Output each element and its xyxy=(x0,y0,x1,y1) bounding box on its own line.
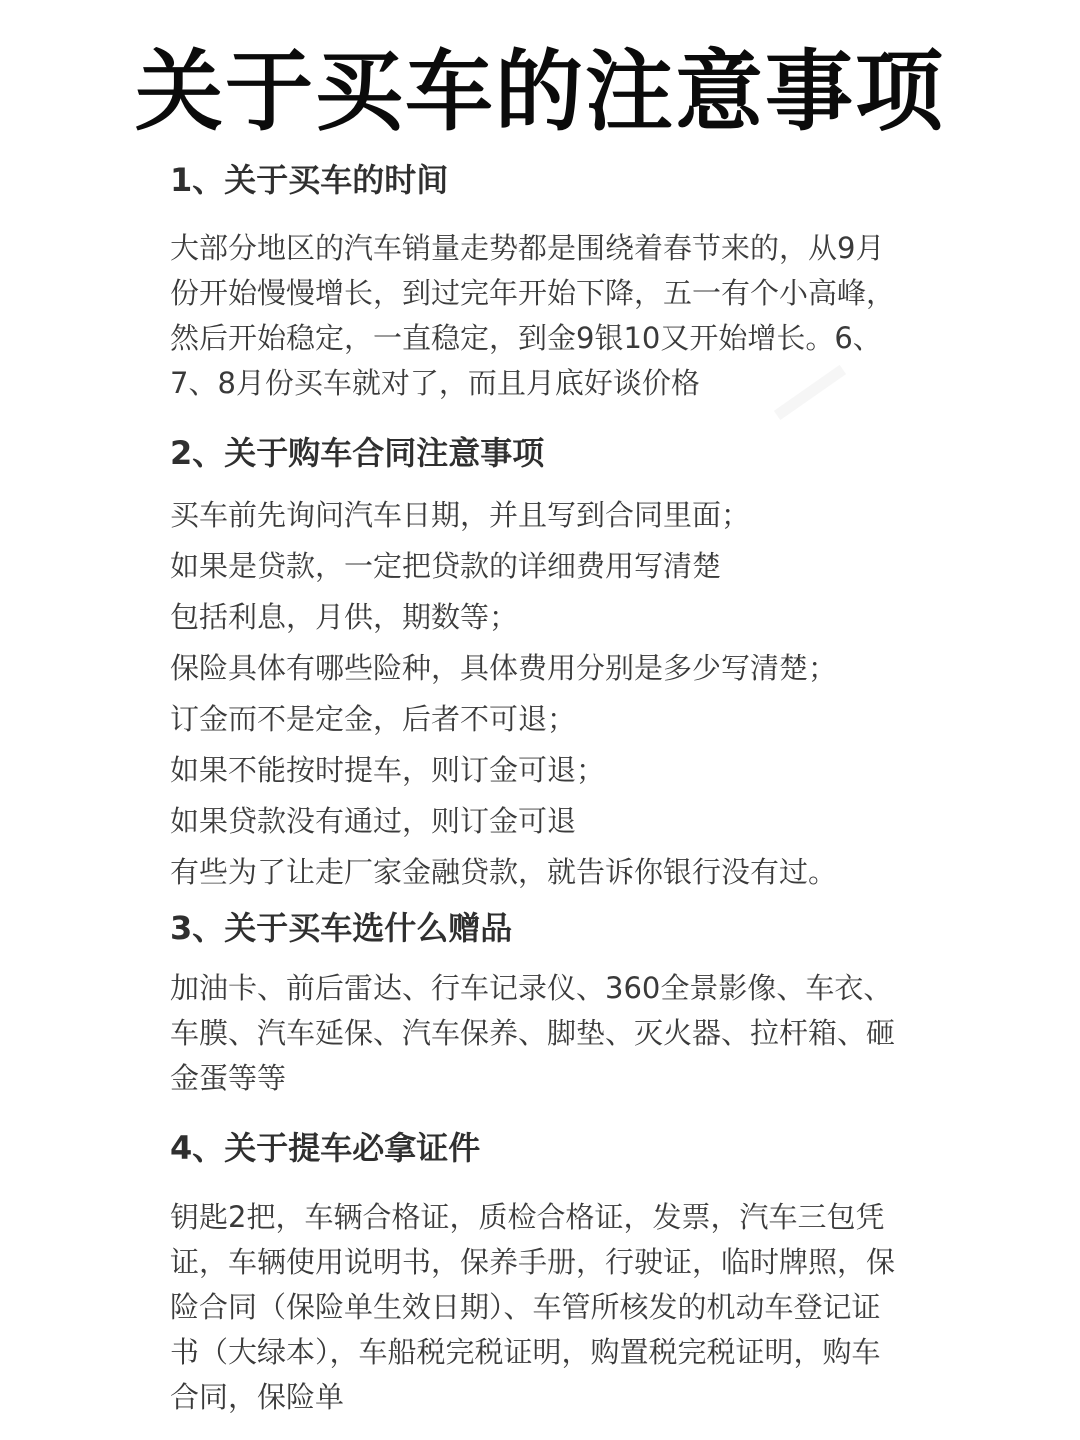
text-line: 大部分地区的汽车销量走势都是围绕着春节来的，从9月 xyxy=(170,231,885,265)
section-heading-contract: 2、关于购车合同注意事项 xyxy=(170,434,545,472)
text-line: 7、8月份买车就对了，而且月底好谈价格 xyxy=(170,366,700,400)
text-line: 包括利息，月供，期数等； xyxy=(170,600,519,634)
text-line: 险合同（保险单生效日期）、车管所核发的机动车登记证 xyxy=(170,1290,881,1324)
section-heading-timing: 1、关于买车的时间 xyxy=(170,161,449,199)
text-line: 如果是贷款，一定把贷款的详细费用写清楚 xyxy=(170,549,722,583)
text-line: 证，车辆使用说明书，保养手册，行驶证，临时牌照，保 xyxy=(170,1245,896,1279)
text-line: 然后开始稳定，一直稳定，到金9银10又开始增长。6、 xyxy=(170,321,882,355)
text-line: 份开始慢慢增长，到过完年开始下降，五一有个小高峰， xyxy=(170,276,896,310)
section-body-documents xyxy=(170,1195,895,1420)
text-line: 金蛋等等 xyxy=(170,1061,287,1095)
section-body-gifts xyxy=(170,966,895,1101)
page-title: 关于买车的注意事项 xyxy=(134,40,945,143)
text-line: 如果不能按时提车，则订金可退； xyxy=(170,753,606,787)
section-heading-documents: 4、关于提车必拿证件 xyxy=(170,1129,481,1167)
text-line: 保险具体有哪些险种，具体费用分别是多少写清楚； xyxy=(170,651,838,685)
section-body-contract xyxy=(170,490,837,898)
text-line: 钥匙2把，车辆合格证，质检合格证，发票，汽车三包凭 xyxy=(170,1200,885,1234)
text-line: 订金而不是定金，后者不可退； xyxy=(170,702,577,736)
text-line: 书（大绿本），车船税完税证明，购置税完税证明，购车 xyxy=(170,1335,881,1369)
text-line: 加油卡、前后雷达、行车记录仪、360全景影像、车衣、 xyxy=(170,971,893,1005)
text-line: 买车前先询问汽车日期，并且写到合同里面； xyxy=(170,498,751,532)
text-line: 有些为了让走厂家金融贷款，就告诉你银行没有过。 xyxy=(170,855,838,889)
text-line: 车膜、汽车延保、汽车保养、脚垫、灭火器、拉杆箱、砸 xyxy=(170,1016,896,1050)
text-line: 合同，保险单 xyxy=(170,1380,345,1414)
section-body-timing xyxy=(170,226,895,406)
text-line: 如果贷款没有通过，则订金可退 xyxy=(170,804,577,838)
section-heading-gifts: 3、关于买车选什么赠品 xyxy=(170,909,513,947)
